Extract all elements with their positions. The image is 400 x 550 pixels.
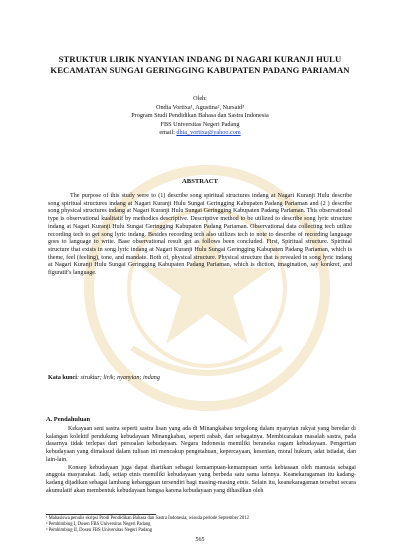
keywords-line (48, 375, 352, 383)
keywords-label: Kata kunci (48, 375, 77, 381)
program-name: Program Studi Pendidikan Bahasa dan Sastra Indonesia (131, 112, 269, 120)
title-line-1: STRUKTUR LIRIK NYANYIAN INDANG DI NAGARI KURANJI HULU (58, 54, 342, 64)
abstract-body (48, 193, 352, 278)
author-names: Ondia Vortixa¹, Agustina², Nursaid³ (155, 103, 244, 111)
email-label: email: (159, 129, 175, 137)
page-number: 565 (195, 537, 205, 543)
paper-title (30, 54, 370, 76)
abstract-heading: ABSTRACT (182, 178, 218, 185)
by-label: Oleh: (193, 95, 207, 102)
footnote-2: ² Pembimbing I, Dosen FBS Universitas Negeri Padang (46, 522, 151, 527)
body-paragraph-2: Konsep kebudayaan juga dapat diartikan sebagai kemampuan-kemampuan serta kebiasaan oleh manusia sebagai anggota masyarakat. Jadi, setiap etnis memiliki kebudayaan yang berbeda satu sama lainnya. Keanekaragaman itu kadang-kadang dijadikan sebagai lambang kebanggaan tersendiri bagi masing-masing etnis. Selain itu, keanekaragaman tersebut secara akumulatif akan membentuk kebudayaan bangsa karena kebudayaan yang dihasilkan oleh (46, 464, 356, 494)
body-paragraph-1: Kekayaan seni sastra seperti sastra lisan yang ada di Minangkabau tergolong dalam nyanyian rakyat yang beredar di kalangan kolektif pendukung kebudayaan Minangkabau, seperti rabab, dan sebagainya. Membicarakan masalah sastra, pada dasarnya tidak terlepas dari persoalan kebudayaan. Negara Indonesia memiliki beraneka ragam kebudayaan. Pengertian kebudayaan yang dimaksud dalam tulisan ini mencakup pengetahuan, kepercayaan, kesenian, moral hukum, adat istiadat, dan lain-lain. (46, 426, 356, 463)
faculty-name: FBS Universitas Negeri Padang (160, 120, 240, 128)
section-heading: A. Pendahuluan (46, 416, 91, 423)
email-link[interactable]: dhia_vortixa@yahoo.com (176, 129, 241, 137)
keywords-text: : struktur; lirik; nyanyian; indang (76, 375, 160, 381)
abstract-text: The purpose of this study were to (1) describe song spiritual structures indang at Nagari Kuranji Hulu describe song spiritual structures indang at Nagari Kuranji Hulu Sungai Geringging Kabupaten Padang Pariaman and (2 ) describe song physical structures indang at Nagari Kuranji Hulu Sungai Geringging Kabupaten Padang Pariaman. This observational type is observational kualitatif by methodics descriptive. Descriptive method to be utilized to describe song lyric structure indang at Nagari Kuranji Hulu Sungai Geringging Kabupaten Padang Pariaman. Observational data collecting tech utilize recording tech to get song lyric indang. Besides recording tech also utilizes tech to note to describe of recording language goes to language to write. Base observational result get as follows been concluded. First, Spiritual structure. Spiritual structure that exists in song lyric indang at Nagari Kuranji Hulu Sungai Geringging Kabupaten Padang Pariaman, which is theme, feel (feeling), tone, and mandate. Both of, physical structure. Physical structure that is revealed in song lyric indang at Nagari Kuranji Hulu Sungai Geringging Kabupaten Padang Pariaman, which is diction, imagination, say konkret, and figuratif's language. (48, 193, 352, 277)
email-line (60, 129, 340, 138)
footnote-3: ³ Pembimbing II, Dosen FBS Universitas Negeri Padang (46, 528, 153, 533)
author-block (60, 95, 340, 138)
title-line-2: KECAMATAN SUNGAI GERINGGING KABUPATEN PADANG PARIAMAN (50, 65, 350, 75)
footnotes (46, 516, 356, 534)
body-text (46, 426, 356, 495)
footnote-1: ¹ Mahasiswa penulis skripsi Prodi Pendidikan Bahasa dan Sastra Indonesia, wisuda periode September 2012 (46, 516, 249, 521)
footnote-rule (46, 514, 156, 515)
